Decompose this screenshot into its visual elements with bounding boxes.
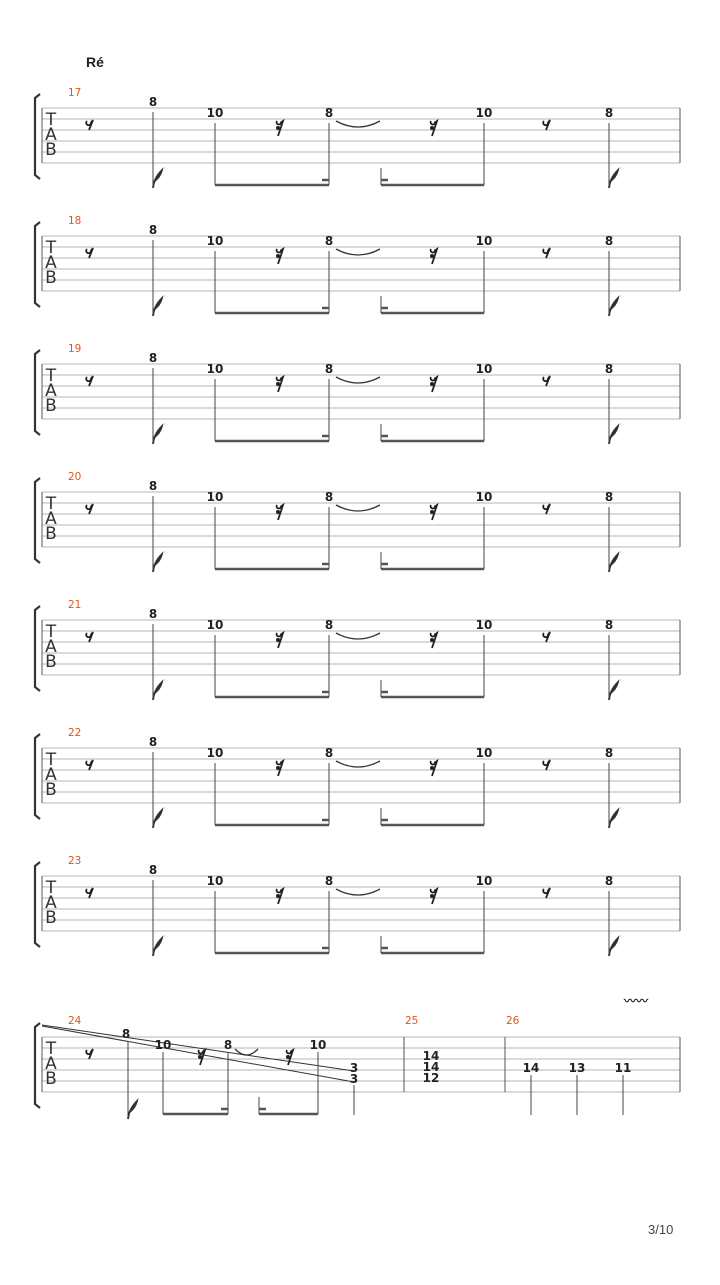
tab-clef-letter: A xyxy=(45,893,57,913)
system-bracket xyxy=(35,222,40,307)
tab-clef-letter: A xyxy=(45,765,57,785)
note-flag xyxy=(153,938,162,956)
sixteenth-rest-dot xyxy=(430,766,434,770)
fret-number: 8 xyxy=(324,618,334,632)
measure-number: 20 xyxy=(68,471,82,483)
note-flag xyxy=(609,554,618,572)
eighth-rest xyxy=(543,888,550,898)
note-flag xyxy=(609,810,618,828)
sixteenth-rest-dot xyxy=(430,638,434,642)
fret-number: 14 xyxy=(422,1060,440,1074)
fret-number: 10 xyxy=(154,1038,172,1052)
fret-number: 8 xyxy=(121,1027,131,1041)
fret-number: 11 xyxy=(614,1061,632,1075)
fret-number: 14 xyxy=(422,1049,440,1063)
eighth-rest xyxy=(86,248,93,258)
measure-number: 19 xyxy=(68,343,82,355)
fret-number: 10 xyxy=(206,746,224,760)
eighth-rest xyxy=(86,760,93,770)
eighth-rest xyxy=(543,248,550,258)
note-flag xyxy=(609,938,618,956)
note-flag xyxy=(609,682,618,700)
vibrato-mark: 〰〰 xyxy=(623,994,649,1008)
sixteenth-rest-dot xyxy=(276,382,280,386)
tab-clef-letter: T xyxy=(45,878,57,898)
measure-number: 18 xyxy=(68,215,82,227)
system-bracket xyxy=(35,94,40,179)
fret-number: 10 xyxy=(475,874,493,888)
fret-number: 13 xyxy=(568,1061,586,1075)
sixteenth-rest-dot xyxy=(430,894,434,898)
fret-number: 10 xyxy=(475,234,493,248)
tab-clef-letter: A xyxy=(45,381,57,401)
note-flag xyxy=(153,170,162,188)
tab-clef-letter: B xyxy=(45,780,57,800)
sixteenth-rest-dot xyxy=(430,126,434,130)
fret-number: 10 xyxy=(309,1038,327,1052)
note-flag xyxy=(153,810,162,828)
note-flag xyxy=(153,682,162,700)
fret-number: 10 xyxy=(206,618,224,632)
tie-arc xyxy=(336,121,380,127)
tab-clef-letter: T xyxy=(45,110,57,130)
tab-clef-letter: B xyxy=(45,396,57,416)
sixteenth-rest-dot xyxy=(276,510,280,514)
system-bracket xyxy=(35,478,40,563)
tie-arc xyxy=(336,633,380,639)
tab-clef-letter: B xyxy=(45,908,57,928)
tie-arc xyxy=(336,889,380,895)
fret-number: 8 xyxy=(324,874,334,888)
fret-number: 14 xyxy=(522,1061,540,1075)
eighth-rest xyxy=(543,504,550,514)
fret-number: 8 xyxy=(148,95,158,109)
tie-arc xyxy=(336,249,380,255)
fret-number: 8 xyxy=(148,479,158,493)
tab-clef-letter: A xyxy=(45,509,57,529)
eighth-rest xyxy=(86,120,93,130)
fret-number: 8 xyxy=(324,234,334,248)
measure-number: 26 xyxy=(506,1015,520,1027)
system-bracket xyxy=(35,734,40,819)
fret-number: 10 xyxy=(206,106,224,120)
fret-number: 10 xyxy=(475,746,493,760)
sixteenth-rest-dot xyxy=(276,638,280,642)
fret-number: 10 xyxy=(475,362,493,376)
eighth-rest xyxy=(86,888,93,898)
tab-clef-letter: A xyxy=(45,125,57,145)
eighth-rest xyxy=(543,632,550,642)
fret-number: 8 xyxy=(324,362,334,376)
system-bracket xyxy=(35,862,40,947)
system-bracket xyxy=(35,350,40,435)
fret-number: 8 xyxy=(148,223,158,237)
fret-number: 10 xyxy=(206,362,224,376)
note-flag xyxy=(609,426,618,444)
fret-number: 8 xyxy=(223,1038,233,1052)
sixteenth-rest-dot xyxy=(198,1055,202,1059)
tab-clef-letter: B xyxy=(45,524,57,544)
eighth-rest xyxy=(86,504,93,514)
measure-number: 21 xyxy=(68,599,82,611)
eighth-rest xyxy=(543,120,550,130)
tab-clef-letter: B xyxy=(45,1069,57,1089)
fret-number: 10 xyxy=(206,234,224,248)
tab-clef-letter: A xyxy=(45,1054,57,1074)
measure-number: 24 xyxy=(68,1015,82,1027)
sixteenth-rest-dot xyxy=(276,126,280,130)
fret-number: 8 xyxy=(324,746,334,760)
tie-arc xyxy=(336,377,380,383)
tab-clef-letter: T xyxy=(45,750,57,770)
sixteenth-rest-dot xyxy=(276,766,280,770)
fret-number: 10 xyxy=(475,106,493,120)
sixteenth-rest-dot xyxy=(286,1055,290,1059)
fret-number: 8 xyxy=(604,746,614,760)
note-flag xyxy=(609,298,618,316)
tab-clef-letter: T xyxy=(45,494,57,514)
eighth-rest xyxy=(86,1049,93,1059)
note-flag xyxy=(128,1101,137,1119)
note-flag xyxy=(153,298,162,316)
sixteenth-rest-dot xyxy=(430,382,434,386)
tab-clef-letter: B xyxy=(45,652,57,672)
tab-clef-letter: A xyxy=(45,253,57,273)
fret-number: 8 xyxy=(148,607,158,621)
tab-clef-letter: T xyxy=(45,1039,57,1059)
system-bracket xyxy=(35,606,40,691)
fret-number: 8 xyxy=(604,106,614,120)
sixteenth-rest-dot xyxy=(276,894,280,898)
tab-clef-letter: B xyxy=(45,268,57,288)
fret-number: 3 xyxy=(349,1061,359,1075)
fret-number: 8 xyxy=(324,106,334,120)
fret-number: 10 xyxy=(475,490,493,504)
fret-number: 8 xyxy=(604,874,614,888)
page-number: 3/10 xyxy=(648,1222,674,1237)
fret-number: 8 xyxy=(148,863,158,877)
tie-arc xyxy=(336,505,380,511)
fret-number: 12 xyxy=(422,1071,440,1085)
fret-number: 8 xyxy=(148,735,158,749)
fret-number: 10 xyxy=(475,618,493,632)
measure-number: 22 xyxy=(68,727,82,739)
fret-number: 3 xyxy=(349,1072,359,1086)
fret-number: 8 xyxy=(604,490,614,504)
fret-number: 8 xyxy=(604,618,614,632)
measure-number: 25 xyxy=(405,1015,419,1027)
eighth-rest xyxy=(543,760,550,770)
fret-number: 8 xyxy=(604,234,614,248)
eighth-rest xyxy=(86,632,93,642)
system-bracket xyxy=(35,1023,40,1108)
note-flag xyxy=(153,554,162,572)
tab-clef-letter: B xyxy=(45,140,57,160)
sixteenth-rest-dot xyxy=(430,254,434,258)
tab-clef-letter: T xyxy=(45,622,57,642)
eighth-rest xyxy=(86,376,93,386)
fret-number: 10 xyxy=(206,490,224,504)
tie-arc xyxy=(336,761,380,767)
fret-number: 8 xyxy=(148,351,158,365)
eighth-rest xyxy=(543,376,550,386)
sixteenth-rest-dot xyxy=(276,254,280,258)
tab-clef-letter: T xyxy=(45,238,57,258)
note-flag xyxy=(153,426,162,444)
tab-clef-letter: T xyxy=(45,366,57,386)
fret-number: 8 xyxy=(324,490,334,504)
sixteenth-rest-dot xyxy=(430,510,434,514)
section-label: Ré xyxy=(86,54,104,70)
fret-number: 10 xyxy=(206,874,224,888)
tab-clef-letter: A xyxy=(45,637,57,657)
measure-number: 23 xyxy=(68,855,82,867)
fret-number: 8 xyxy=(604,362,614,376)
note-flag xyxy=(609,170,618,188)
measure-number: 17 xyxy=(68,87,82,99)
